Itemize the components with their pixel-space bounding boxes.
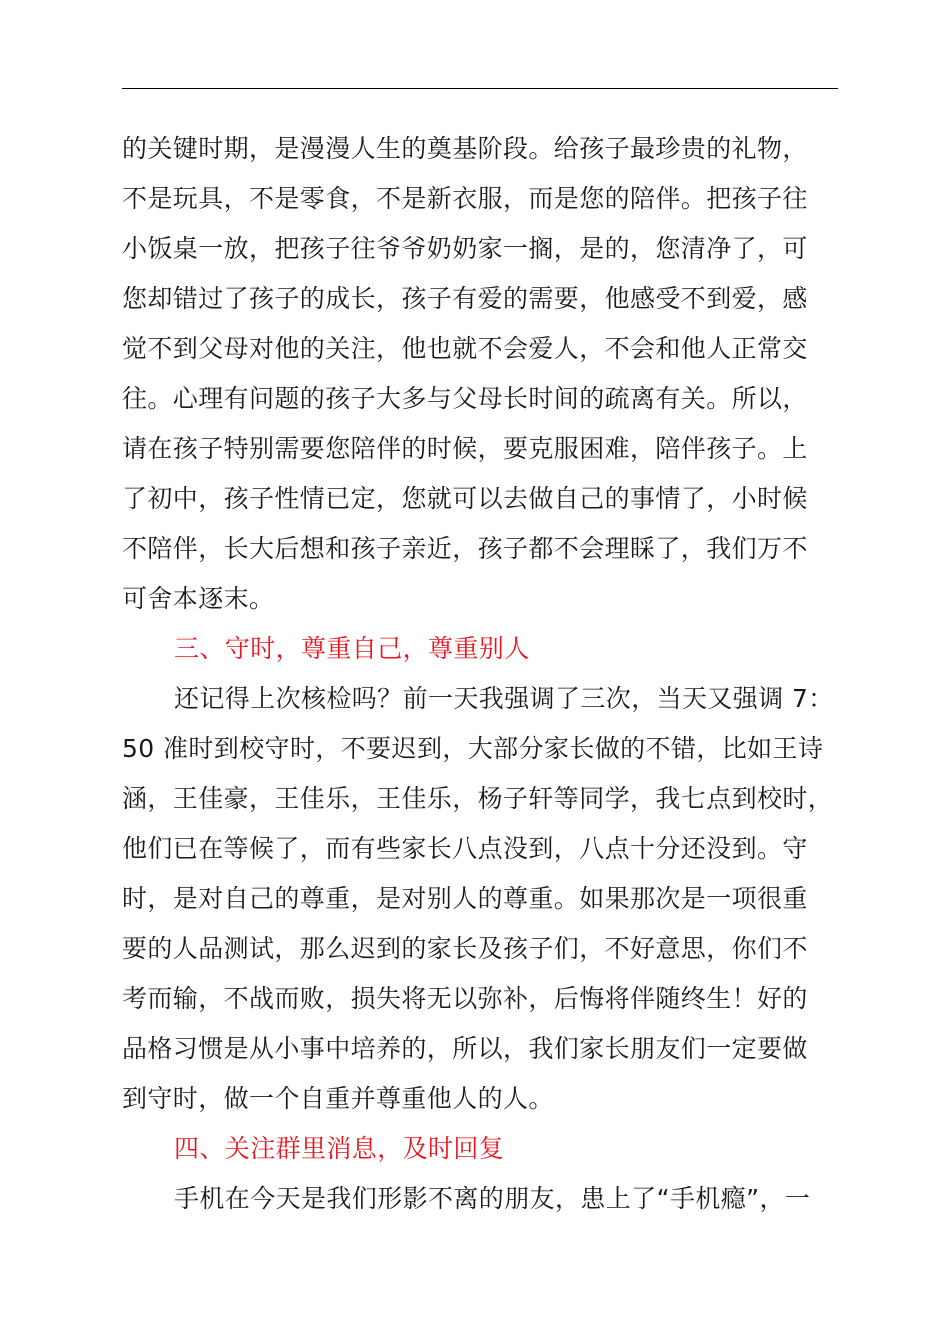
paragraph-line: 的关键时期，是漫漫人生的奠基阶段。给孩子最珍贵的礼物，: [122, 134, 808, 163]
paragraph-line: 时，是对自己的尊重，是对别人的尊重。如果那次是一项很重: [122, 884, 808, 913]
paragraph-line: 他们已在等候了，而有些家长八点没到，八点十分还没到。守: [122, 834, 808, 863]
paragraph-line: 到守时，做一个自重并尊重他人的人。: [122, 1084, 554, 1113]
paragraph-line: 品格习惯是从小事中培养的，所以，我们家长朋友们一定要做: [122, 1034, 808, 1063]
paragraph-line: 小饭桌一放，把孩子往爷爷奶奶家一搁，是的，您清净了，可: [122, 234, 808, 263]
paragraph-line: 了初中，孩子性情已定，您就可以去做自己的事情了，小时候: [122, 484, 808, 513]
section-heading-3: 三、守时，尊重自己，尊重别人: [174, 634, 530, 663]
section-heading-4: 四、关注群里消息，及时回复: [174, 1134, 505, 1163]
paragraph-line: 请在孩子特别需要您陪伴的时候，要克服困难，陪伴孩子。上: [122, 434, 808, 463]
paragraph-line: 不陪伴，长大后想和孩子亲近，孩子都不会理睬了，我们万不: [122, 534, 808, 563]
paragraph-line: 可舍本逐末。: [122, 584, 275, 613]
header-rule: [122, 88, 838, 89]
paragraph-line: 还记得上次核检吗？前一天我强调了三次，当天又强调 7：: [174, 684, 834, 713]
paragraph-line: 觉不到父母对他的关注，他也就不会爱人，不会和他人正常交: [122, 334, 808, 363]
paragraph-line: 不是玩具，不是零食，不是新衣服，而是您的陪伴。把孩子往: [122, 184, 808, 213]
paragraph-line: 要的人品测试，那么迟到的家长及孩子们，不好意思，你们不: [122, 934, 808, 963]
paragraph-line: 往。心理有问题的孩子大多与父母长时间的疏离有关。所以，: [122, 384, 808, 413]
paragraph-line: 您却错过了孩子的成长，孩子有爱的需要，他感受不到爱，感: [122, 284, 808, 313]
paragraph-line: 50 准时到校守时，不要迟到，大部分家长做的不错，比如王诗: [122, 734, 824, 763]
paragraph-line: 手机在今天是我们形影不离的朋友，患上了“手机瘾”，一: [174, 1184, 811, 1213]
paragraph-line: 涵，王佳豪，王佳乐，王佳乐，杨子轩等同学，我七点到校时，: [122, 784, 834, 813]
paragraph-line: 考而输，不战而败，损失将无以弥补，后悔将伴随终生！好的: [122, 984, 808, 1013]
